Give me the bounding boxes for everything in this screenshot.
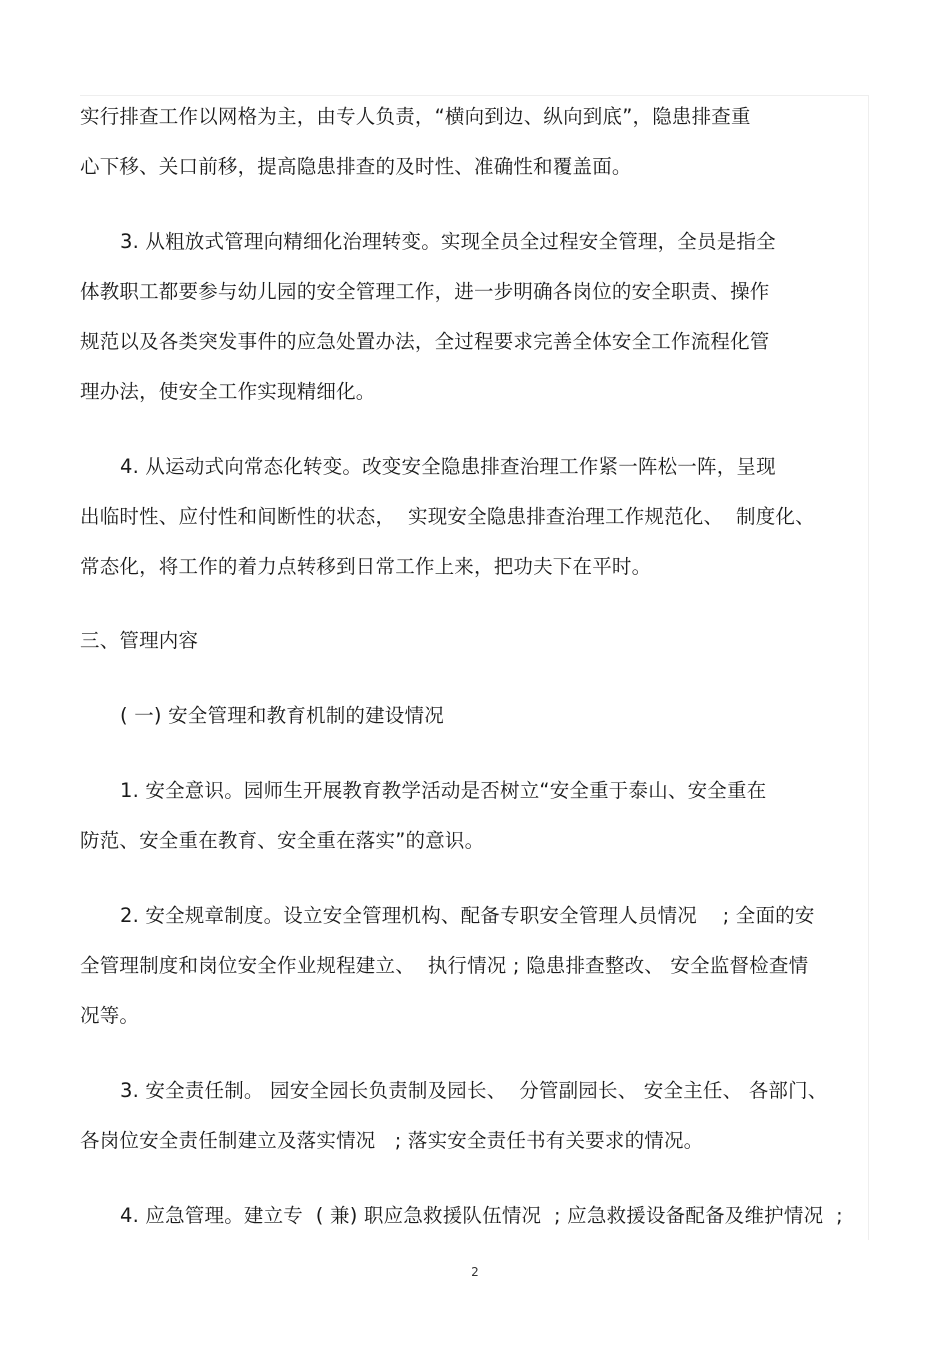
text-line: 4. 从运动式向常态化转变。改变安全隐患排查治理工作紧一阵松一阵，呈现 [120, 455, 776, 478]
page-number: 2 [471, 1265, 479, 1279]
text-line: 全管理制度和岗位安全作业规程建立、 执行情况 ; 隐患排查整改、 安全监督检查情 [80, 954, 809, 977]
section-heading: 三、管理内容 [80, 629, 199, 652]
page-border-top [80, 95, 868, 96]
text-line: 防范、安全重在教育、安全重在落实”的意识。 [80, 829, 485, 852]
page-border-right [868, 95, 869, 1240]
text-line: 况等。 [80, 1004, 140, 1027]
text-line: 体教职工都要参与幼儿园的安全管理工作，进一步明确各岗位的安全职责、操作 [80, 280, 770, 303]
text-line: 4. 应急管理。建立专 ( 兼) 职应急救援队伍情况 ; 应急救援设备配备及维护情况 ; [120, 1204, 843, 1227]
text-line: 3. 安全责任制。 园安全园长负责制及园长、 分管副园长、 安全主任、 各部门、 [120, 1079, 828, 1102]
text-line: 实行排查工作以网格为主，由专人负责，“横向到边、纵向到底”，隐患排查重 [80, 105, 751, 128]
text-line: 出临时性、应付性和间断性的状态， 实现安全隐患排查治理工作规范化、 制度化、 [80, 505, 815, 528]
text-line: 理办法，使安全工作实现精细化。 [80, 380, 376, 403]
text-line: 规范以及各类突发事件的应急处置办法，全过程要求完善全体安全工作流程化管 [80, 330, 770, 353]
text-line: 各岗位安全责任制建立及落实情况 ; 落实安全责任书有关要求的情况。 [80, 1129, 704, 1152]
text-line: 2. 安全规章制度。设立安全管理机构、配备专职安全管理人员情况 ; 全面的安 [120, 904, 815, 927]
text-line: 常态化，将工作的着力点转移到日常工作上来，把功夫下在平时。 [80, 555, 652, 578]
subsection-heading: ( 一) 安全管理和教育机制的建设情况 [120, 704, 444, 727]
text-line: 心下移、关口前移，提高隐患排查的及时性、准确性和覆盖面。 [80, 155, 632, 178]
text-line: 3. 从粗放式管理向精细化治理转变。实现全员全过程安全管理，全员是指全 [120, 230, 776, 253]
text-line: 1. 安全意识。园师生开展教育教学活动是否树立“安全重于泰山、安全重在 [120, 779, 767, 802]
